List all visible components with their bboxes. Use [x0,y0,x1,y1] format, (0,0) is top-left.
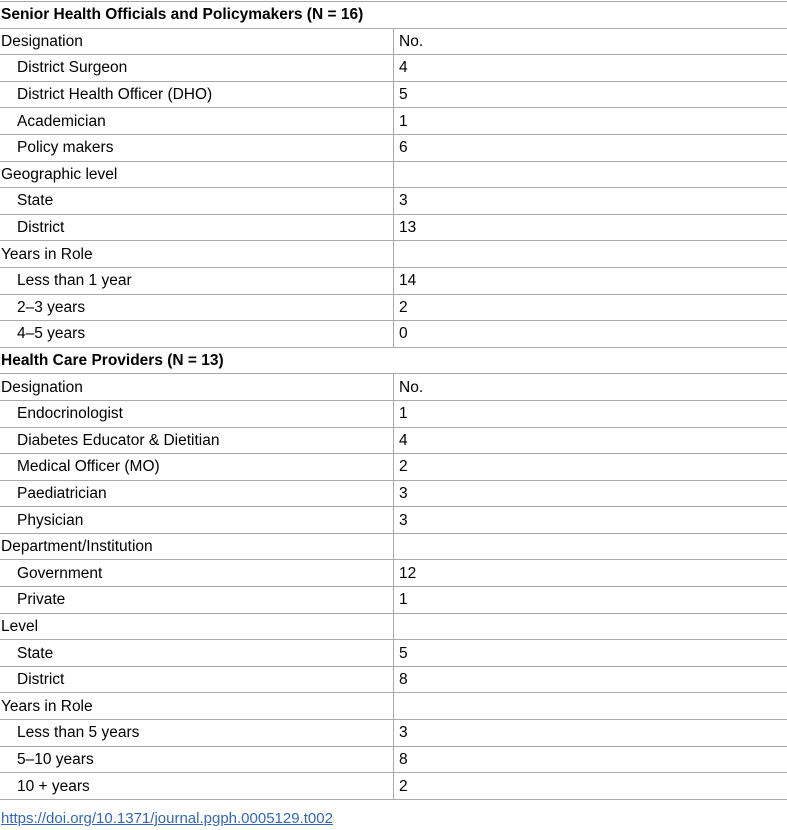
row-value: 8 [394,746,787,773]
row-value: 1 [394,400,787,427]
row-value: 1 [394,108,787,135]
table-row [0,454,787,481]
row-label: District Surgeon [0,55,394,82]
row-label: State [0,188,394,215]
section-header-row [0,347,787,374]
row-label: Academician [0,108,394,135]
row-value [394,161,787,188]
row-label: Medical Officer (MO) [0,454,394,481]
table-row [0,746,787,773]
row-value: No. [394,374,787,401]
row-value: 13 [394,214,787,241]
row-label: Geographic level [0,161,394,188]
table-row [0,81,787,108]
table-row [0,108,787,135]
table-row [0,560,787,587]
section-header-row [0,2,787,29]
row-label: Less than 5 years [0,720,394,747]
row-label: Years in Role [0,693,394,720]
row-label: Private [0,587,394,614]
row-label: Endocrinologist [0,400,394,427]
table-row [0,188,787,215]
row-label: Department/Institution [0,533,394,560]
table-row [0,214,787,241]
table-row [0,134,787,161]
row-label: 2–3 years [0,294,394,321]
table-row [0,400,787,427]
table-row [0,321,787,348]
section-title: Health Care Providers (N = 13) [0,347,787,374]
table-row [0,294,787,321]
row-value: 4 [394,427,787,454]
row-value [394,613,787,640]
doi-link[interactable]: https://doi.org/10.1371/journal.pgph.0005129.t002 [1,810,333,827]
table-row [0,720,787,747]
table-row [0,666,787,693]
row-label: 5–10 years [0,746,394,773]
row-value: 3 [394,720,787,747]
category-row [0,613,787,640]
row-value: 2 [394,294,787,321]
table-row [0,640,787,667]
table-row [0,427,787,454]
row-label: District [0,214,394,241]
row-value: 12 [394,560,787,587]
row-label: Diabetes Educator & Dietitian [0,427,394,454]
row-value: 8 [394,666,787,693]
category-row [0,241,787,268]
demographics-table [0,1,787,800]
row-value: 2 [394,773,787,800]
row-value [394,241,787,268]
table-row [0,55,787,82]
row-label: Policy makers [0,134,394,161]
row-value: 1 [394,587,787,614]
category-row [0,693,787,720]
row-value [394,693,787,720]
row-value: 3 [394,480,787,507]
row-value: 3 [394,507,787,534]
row-value: 14 [394,267,787,294]
category-row [0,161,787,188]
row-label: State [0,640,394,667]
row-label: Designation [0,28,394,55]
category-row [0,28,787,55]
row-value: 5 [394,81,787,108]
row-label: Level [0,613,394,640]
row-value: 4 [394,55,787,82]
row-value: 6 [394,134,787,161]
section-title: Senior Health Officials and Policymakers (N = 16) [0,2,787,29]
row-label: Less than 1 year [0,267,394,294]
category-row [0,374,787,401]
row-label: Designation [0,374,394,401]
row-value: 3 [394,188,787,215]
row-label: 4–5 years [0,321,394,348]
row-label: Physician [0,507,394,534]
table-row [0,587,787,614]
row-label: 10 + years [0,773,394,800]
row-value: 2 [394,454,787,481]
category-row [0,533,787,560]
row-value [394,533,787,560]
table-row [0,480,787,507]
table-row [0,507,787,534]
row-label: Paediatrician [0,480,394,507]
row-label: Government [0,560,394,587]
table-row [0,267,787,294]
row-value: 5 [394,640,787,667]
row-value: No. [394,28,787,55]
row-label: District [0,666,394,693]
row-label: Years in Role [0,241,394,268]
row-label: District Health Officer (DHO) [0,81,394,108]
row-value: 0 [394,321,787,348]
table-row [0,773,787,800]
